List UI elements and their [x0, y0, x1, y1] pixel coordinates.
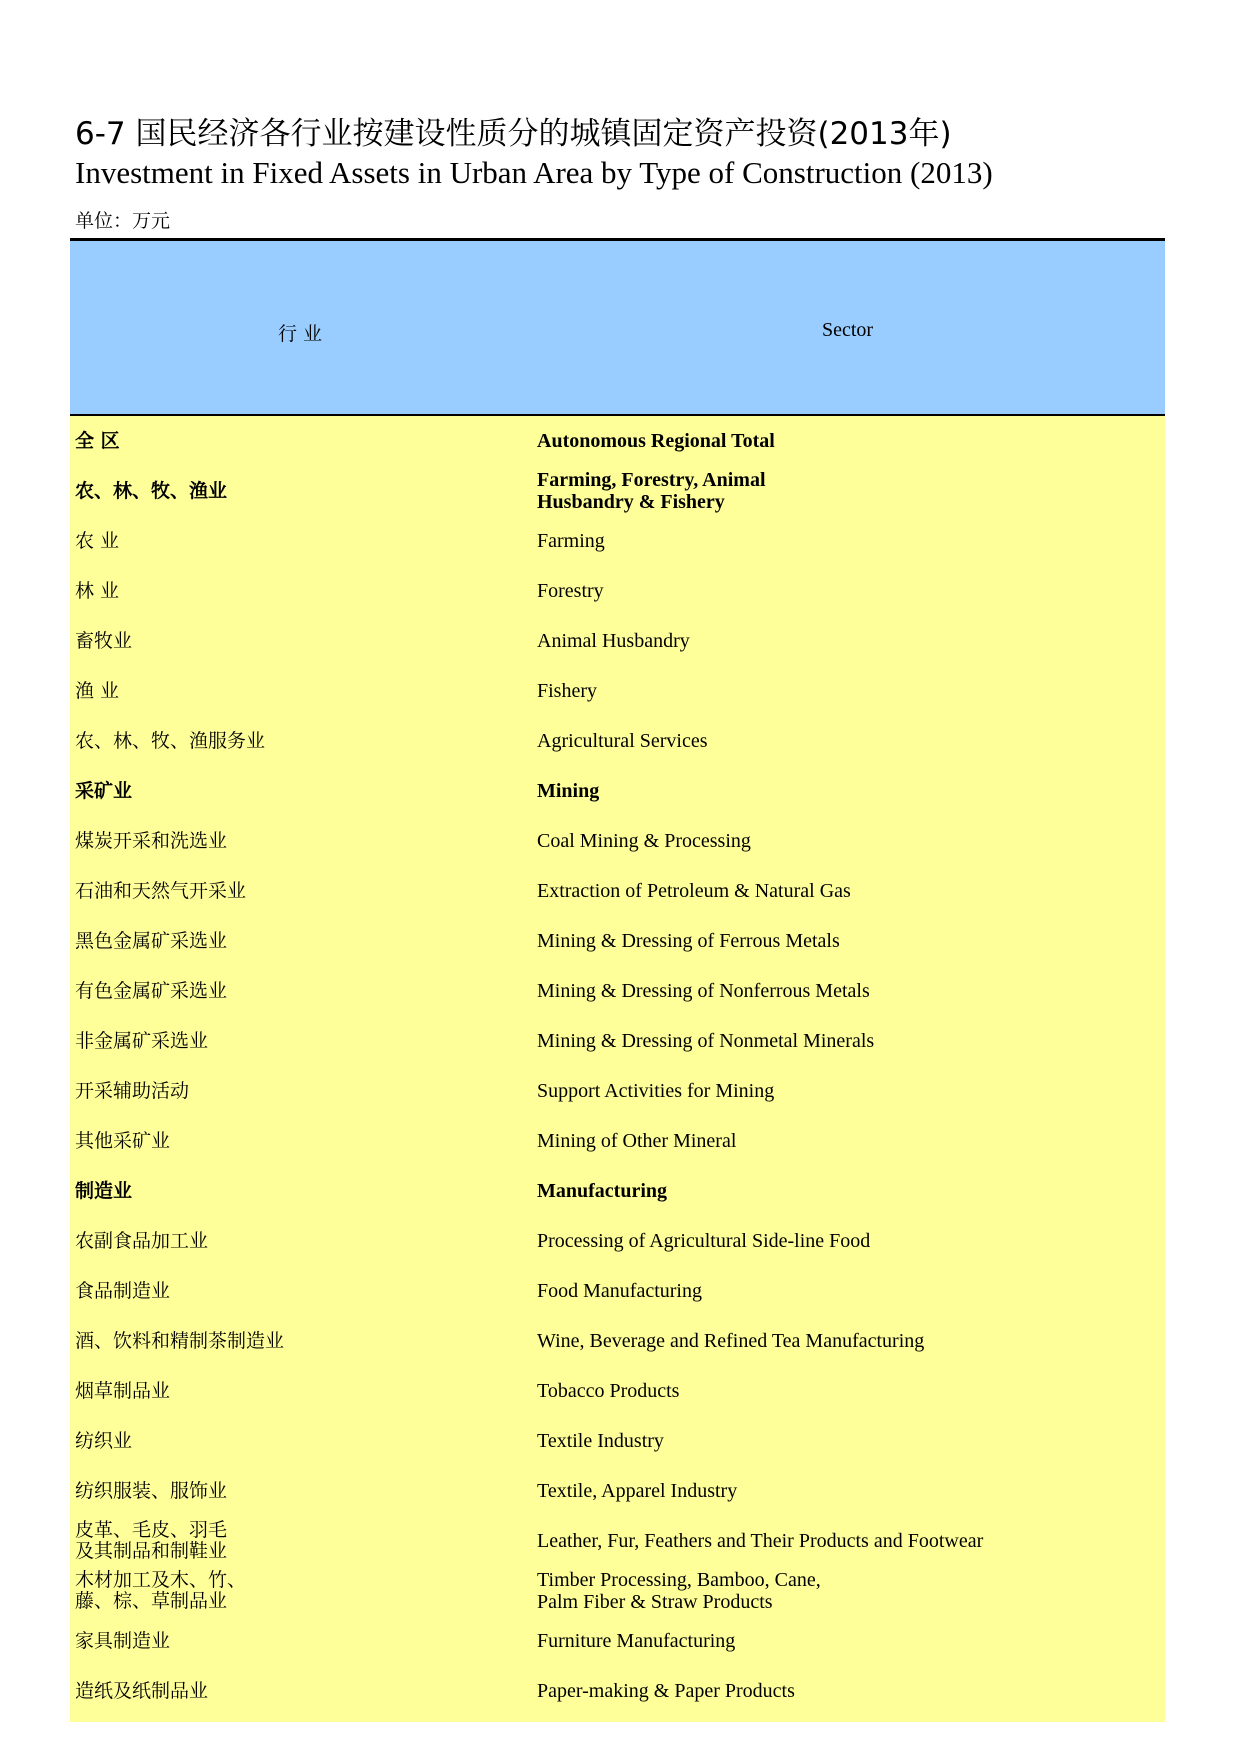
sector-name-chinese: 全 区: [75, 429, 120, 452]
sector-name-english: Mining & Dressing of Nonferrous Metals: [537, 980, 870, 1002]
sector-name-chinese: 畜牧业: [75, 629, 133, 652]
table-row: [70, 1616, 1165, 1666]
sector-name-chinese: 纺织业: [75, 1429, 133, 1452]
sector-name-chinese: 家具制造业: [75, 1629, 171, 1652]
sector-name-english: Paper-making & Paper Products: [537, 1680, 795, 1702]
unit-label: 单位：万元: [75, 210, 171, 232]
sector-name-chinese: 造纸及纸制品业: [75, 1679, 209, 1702]
table-row: [70, 416, 1165, 466]
sector-name-english: Mining & Dressing of Nonmetal Minerals: [537, 1030, 875, 1052]
sector-name-english: Fishery: [537, 680, 597, 702]
sector-name-english: Furniture Manufacturing: [537, 1630, 736, 1652]
sector-name-chinese: 木材加工及木、竹、 藤、棕、草制品业: [75, 1569, 247, 1612]
table-row: [70, 866, 1165, 916]
sector-table: [70, 238, 1165, 1722]
header-sector-english: Sector: [821, 319, 874, 341]
sector-name-english: Farming: [537, 530, 605, 552]
sector-name-chinese: 黑色金属矿采选业: [75, 929, 228, 952]
sector-name-chinese: 纺织服装、服饰业: [75, 1479, 228, 1502]
sector-name-chinese: 农、林、牧、渔服务业: [75, 729, 266, 752]
sector-name-english: Autonomous Regional Total: [537, 430, 775, 452]
sector-name-chinese: 皮革、毛皮、羽毛 及其制品和制鞋业: [75, 1519, 228, 1562]
sector-name-chinese: 烟草制品业: [75, 1379, 171, 1402]
table-row: [70, 566, 1165, 616]
table-row: [70, 1166, 1165, 1216]
table-row: [70, 1516, 1165, 1566]
sector-name-chinese: 农、林、牧、渔业: [75, 479, 228, 502]
table-row: [70, 666, 1165, 716]
sector-name-english: Forestry: [537, 580, 604, 602]
sector-name-chinese: 有色金属矿采选业: [75, 979, 228, 1002]
sector-name-chinese: 食品制造业: [75, 1279, 171, 1302]
sector-name-english: Textile Industry: [537, 1430, 664, 1452]
table-row: [70, 966, 1165, 1016]
table-row: [70, 1066, 1165, 1116]
table-row: [70, 716, 1165, 766]
sector-name-chinese: 渔 业: [75, 679, 120, 702]
table-row: [70, 1566, 1165, 1616]
sector-name-english: Extraction of Petroleum & Natural Gas: [537, 880, 851, 902]
sector-name-english: Food Manufacturing: [537, 1280, 702, 1302]
table-row: [70, 1266, 1165, 1316]
sector-name-chinese: 农副食品加工业: [75, 1229, 209, 1252]
table-row: [70, 516, 1165, 566]
header-sector-chinese: 行 业: [277, 323, 323, 345]
table-row: [70, 1416, 1165, 1466]
sector-name-english: Mining & Dressing of Ferrous Metals: [537, 930, 840, 952]
table-row: [70, 616, 1165, 666]
sector-name-chinese: 其他采矿业: [75, 1129, 171, 1152]
sector-name-chinese: 林 业: [75, 579, 120, 602]
sector-name-english: Wine, Beverage and Refined Tea Manufacturing: [537, 1330, 925, 1352]
sector-name-chinese: 煤炭开采和洗选业: [75, 829, 228, 852]
sector-name-english: Coal Mining & Processing: [537, 830, 751, 852]
table-row: [70, 466, 1165, 516]
sector-name-chinese: 酒、饮料和精制茶制造业: [75, 1329, 285, 1352]
table-header: [70, 241, 1165, 416]
sector-name-chinese: 农 业: [75, 529, 120, 552]
sector-name-chinese: 石油和天然气开采业: [75, 879, 247, 902]
sector-name-english: Animal Husbandry: [537, 630, 690, 652]
table-row: [70, 1366, 1165, 1416]
table-body: [70, 416, 1165, 1722]
page-title-chinese: 6-7 国民经济各行业按建设性质分的城镇固定资产投资(2013年): [75, 116, 952, 152]
page-title-english: Investment in Fixed Assets in Urban Area by Type of Construction (2013): [75, 155, 993, 190]
sector-name-chinese: 制造业: [75, 1179, 133, 1202]
sector-name-english: Processing of Agricultural Side-line Food: [537, 1230, 871, 1252]
sector-name-english: Textile, Apparel Industry: [537, 1480, 738, 1502]
table-row: [70, 1466, 1165, 1516]
sector-name-english: Timber Processing, Bamboo, Cane, Palm Fiber & Straw Products: [537, 1569, 821, 1613]
table-row: [70, 1016, 1165, 1066]
sector-name-chinese: 非金属矿采选业: [75, 1029, 209, 1052]
sector-name-english: Support Activities for Mining: [537, 1080, 775, 1102]
table-row: [70, 1116, 1165, 1166]
table-row: [70, 1666, 1165, 1716]
sector-name-english: Manufacturing: [537, 1180, 667, 1202]
table-row: [70, 1316, 1165, 1366]
sector-name-chinese: 开采辅助活动: [75, 1079, 190, 1102]
table-row: [70, 766, 1165, 816]
sector-name-english: Mining: [537, 780, 600, 802]
sector-name-english: Farming, Forestry, Animal Husbandry & Fishery: [537, 469, 766, 513]
table-row: [70, 1216, 1165, 1266]
sector-name-chinese: 采矿业: [75, 779, 133, 802]
sector-name-english: Leather, Fur, Feathers and Their Products and Footwear: [537, 1530, 984, 1552]
sector-name-english: Mining of Other Mineral: [537, 1130, 737, 1152]
sector-name-english: Tobacco Products: [537, 1380, 680, 1402]
table-row: [70, 916, 1165, 966]
table-row: [70, 816, 1165, 866]
sector-name-english: Agricultural Services: [537, 730, 708, 752]
